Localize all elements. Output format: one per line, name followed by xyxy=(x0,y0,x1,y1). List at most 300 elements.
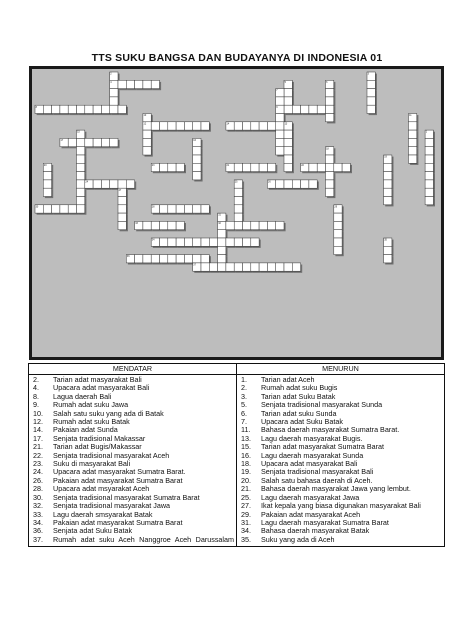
crossword-cell[interactable] xyxy=(251,238,259,246)
crossword-cell[interactable] xyxy=(193,147,201,155)
crossword-cell[interactable] xyxy=(276,97,284,105)
cell-number: 25 xyxy=(234,180,238,184)
crossword-cell[interactable] xyxy=(384,246,392,254)
crossword-cell[interactable] xyxy=(409,147,417,155)
crossword-cell[interactable] xyxy=(234,205,242,213)
across-clue-number: 17. xyxy=(33,433,43,443)
cell-number: 1 xyxy=(425,130,428,134)
crossword-cell[interactable] xyxy=(151,122,159,130)
crossword-cell[interactable] xyxy=(292,263,300,271)
crossword-cell[interactable] xyxy=(160,238,168,246)
crossword-cell[interactable] xyxy=(425,172,433,180)
crossword-cell[interactable] xyxy=(326,105,334,113)
crossword-cell[interactable] xyxy=(284,105,292,113)
down-clue-text: Lagu daerah masyarakat Jawa xyxy=(261,492,360,502)
crossword-cell[interactable] xyxy=(267,122,275,130)
down-clue-text: Lagu daerah masyarakat Bugis. xyxy=(261,433,363,443)
cell-number: 27 xyxy=(118,188,122,192)
crossword-cell[interactable] xyxy=(218,246,226,254)
down-clue-number: 31. xyxy=(241,517,251,527)
down-clue-text: Ikat kepala yang biasa digunakan masyarakat Bali xyxy=(261,501,421,511)
crossword-cell[interactable] xyxy=(243,221,251,229)
crossword-cell[interactable] xyxy=(101,138,109,146)
crossword-cell[interactable] xyxy=(209,263,217,271)
across-clue-text: Pakaian adat masyarakat Sumatra Barat xyxy=(53,517,183,527)
across-clue-number: 26. xyxy=(33,475,43,485)
crossword-cell[interactable] xyxy=(276,263,284,271)
cell-number: 9 xyxy=(276,105,278,109)
across-clue-text: Pakaian adat Sunda xyxy=(53,425,118,435)
crossword-cell[interactable] xyxy=(259,221,267,229)
across-clue-number: 28. xyxy=(33,484,43,494)
crossword-cell[interactable] xyxy=(276,130,284,138)
crossword-cell[interactable] xyxy=(251,263,259,271)
crossword-cell[interactable] xyxy=(251,221,259,229)
down-clue-text: Tarian adat Suku Batak xyxy=(261,391,336,401)
down-clue-text: Salah satu bahasa daerah di Aceh. xyxy=(261,475,373,485)
crossword-cell[interactable] xyxy=(126,80,134,88)
crossword-cell[interactable] xyxy=(326,172,334,180)
crossword-cell[interactable] xyxy=(118,205,126,213)
down-clue-text: Bahasa daerah masyarakat Sumatra Barat. xyxy=(261,425,400,435)
crossword-cell[interactable] xyxy=(301,180,309,188)
crossword-cell[interactable] xyxy=(276,180,284,188)
crossword-cell[interactable] xyxy=(218,263,226,271)
crossword-cell[interactable] xyxy=(77,147,85,155)
crossword-cell[interactable] xyxy=(284,163,292,171)
crossword-cell[interactable] xyxy=(193,238,201,246)
crossword-cell[interactable] xyxy=(326,114,334,122)
across-clue-text: Suku di masyarakat Bali xyxy=(53,459,131,469)
crossword-cell[interactable] xyxy=(193,122,201,130)
crossword-cell[interactable] xyxy=(77,172,85,180)
crossword-cell[interactable] xyxy=(342,163,350,171)
cell-number: 8 xyxy=(35,105,37,109)
crossword-cell[interactable] xyxy=(251,122,259,130)
down-clue-text: Upacara adat masyarakat Bali xyxy=(261,459,358,469)
crossword-cell[interactable] xyxy=(201,122,209,130)
crossword-cell[interactable] xyxy=(160,255,168,263)
crossword-cell[interactable] xyxy=(334,230,342,238)
down-clue-number: 3. xyxy=(241,391,247,401)
crossword-cell[interactable] xyxy=(176,255,184,263)
down-clue-number: 16. xyxy=(241,450,251,460)
across-clue-text: Upacara adat msyarakat Aceh xyxy=(53,484,150,494)
crossword-cell[interactable] xyxy=(101,105,109,113)
crossword-cell[interactable] xyxy=(184,255,192,263)
crossword-cell[interactable] xyxy=(259,263,267,271)
crossword-cell[interactable] xyxy=(93,105,101,113)
crossword-cell[interactable] xyxy=(234,263,242,271)
crossword-cell[interactable] xyxy=(93,180,101,188)
across-clue-text: Lagua daerah Bali xyxy=(53,391,112,401)
crossword-cell[interactable] xyxy=(384,163,392,171)
across-clue-text: Upacara adat masyarakat Sumatra Barat. xyxy=(53,467,186,477)
crossword-cell[interactable] xyxy=(226,221,234,229)
crossword-cell[interactable] xyxy=(77,138,85,146)
crossword-cell[interactable] xyxy=(259,122,267,130)
crossword-cell[interactable] xyxy=(168,238,176,246)
crossword-cell[interactable] xyxy=(218,255,226,263)
across-clue-text: Tarian adat masyarakat Bali xyxy=(53,375,142,384)
crossword-cell[interactable] xyxy=(143,130,151,138)
crossword-cell[interactable] xyxy=(276,138,284,146)
across-clue-text: Senjata tradisional masyarakat Sumatra Barat xyxy=(53,492,200,502)
down-clue-text: Pakaian adat masyarakat Aceh xyxy=(261,509,361,519)
cell-number: 14 xyxy=(226,122,230,126)
crossword-cell[interactable] xyxy=(334,163,342,171)
crossword-cell[interactable] xyxy=(384,188,392,196)
crossword-cell[interactable] xyxy=(118,197,126,205)
crossword-cell[interactable] xyxy=(160,221,168,229)
crossword-cell[interactable] xyxy=(193,155,201,163)
crossword-cell[interactable] xyxy=(193,255,201,263)
crossword-cell[interactable] xyxy=(334,213,342,221)
crossword-cell[interactable] xyxy=(77,180,85,188)
crossword-cell[interactable] xyxy=(60,205,68,213)
across-clue-text: Pakaian adat masyarakat Sumatra Barat xyxy=(53,475,183,485)
crossword-cell[interactable] xyxy=(226,263,234,271)
crossword-cell[interactable] xyxy=(110,89,118,97)
across-clue-number: 21. xyxy=(33,442,43,452)
crossword-cell[interactable] xyxy=(168,122,176,130)
down-clue-number: 34. xyxy=(241,526,251,536)
cell-number: 16 xyxy=(193,139,196,142)
crossword-cell[interactable] xyxy=(135,255,143,263)
down-clue-number: 5. xyxy=(241,400,247,410)
down-clue-number: 29. xyxy=(241,509,251,519)
crossword-cell[interactable] xyxy=(409,138,417,146)
across-clue-list xyxy=(29,375,237,547)
down-clue-number: 2. xyxy=(241,383,247,393)
crossword-cell[interactable] xyxy=(226,238,234,246)
crossword-cell[interactable] xyxy=(409,130,417,138)
cell-number: 3 xyxy=(367,72,369,76)
across-clue-text: Rumah adat suku Batak xyxy=(53,417,130,427)
crossword-cell[interactable] xyxy=(267,263,275,271)
cell-number: 28 xyxy=(151,205,155,209)
crossword-cell[interactable] xyxy=(52,105,60,113)
crossword-cell[interactable] xyxy=(284,89,292,97)
crossword-cell[interactable] xyxy=(384,180,392,188)
crossword-cell[interactable] xyxy=(176,122,184,130)
down-clue-number: 27. xyxy=(241,501,251,511)
crossword-cell[interactable] xyxy=(43,188,51,196)
crossword-cell[interactable] xyxy=(334,221,342,229)
crossword-cell[interactable] xyxy=(425,180,433,188)
crossword-cell[interactable] xyxy=(425,163,433,171)
cell-number: 15 xyxy=(77,130,80,134)
cell-number: 29 xyxy=(334,205,338,209)
crossword-cell[interactable] xyxy=(77,155,85,163)
cell-number: 19 xyxy=(384,155,387,159)
crossword-cell[interactable] xyxy=(43,205,51,213)
crossword-cell[interactable] xyxy=(60,105,68,113)
crossword-cell[interactable] xyxy=(267,163,275,171)
crossword-cell[interactable] xyxy=(135,80,143,88)
across-clue-number: 30. xyxy=(33,492,43,502)
across-clue-number: 10. xyxy=(33,408,43,418)
crossword-cell[interactable] xyxy=(52,205,60,213)
cell-number: 2 xyxy=(110,72,112,76)
crossword-cell[interactable] xyxy=(326,97,334,105)
crossword-cell[interactable] xyxy=(309,180,317,188)
across-clue-number: 37. xyxy=(33,534,43,544)
cell-number: 17 xyxy=(60,139,64,142)
crossword-cell[interactable] xyxy=(334,238,342,246)
crossword-cell[interactable] xyxy=(301,105,309,113)
crossword-cell[interactable] xyxy=(243,163,251,171)
crossword-cell[interactable] xyxy=(43,172,51,180)
crossword-cell[interactable] xyxy=(160,205,168,213)
crossword-cell[interactable] xyxy=(160,163,168,171)
crossword-cell[interactable] xyxy=(151,255,159,263)
crossword-cell[interactable] xyxy=(234,197,242,205)
crossword-cell[interactable] xyxy=(234,163,242,171)
crossword-cell[interactable] xyxy=(218,230,226,238)
crossword-cells xyxy=(32,69,441,357)
crossword-cell[interactable] xyxy=(201,205,209,213)
crossword-cell[interactable] xyxy=(143,255,151,263)
crossword-cell[interactable] xyxy=(367,105,375,113)
crossword-cell[interactable] xyxy=(143,80,151,88)
crossword-cell[interactable] xyxy=(384,197,392,205)
down-clue-text: Senjata tradisional masyarakat Bali xyxy=(261,467,374,477)
cell-number: 23 xyxy=(151,163,155,167)
crossword-cell[interactable] xyxy=(292,180,300,188)
crossword-cell[interactable] xyxy=(243,122,251,130)
down-clue-number: 18. xyxy=(241,459,251,469)
crossword-cell[interactable] xyxy=(193,172,201,180)
crossword-cell[interactable] xyxy=(126,180,134,188)
crossword-cell[interactable] xyxy=(367,89,375,97)
crossword-cell[interactable] xyxy=(118,80,126,88)
crossword-cell[interactable] xyxy=(284,180,292,188)
crossword-cell[interactable] xyxy=(85,138,93,146)
crossword-cell[interactable] xyxy=(151,80,159,88)
crossword-cell[interactable] xyxy=(143,221,151,229)
crossword-cell[interactable] xyxy=(68,138,76,146)
crossword-cell[interactable] xyxy=(77,197,85,205)
cell-number: 21 xyxy=(226,163,230,167)
crossword-cell[interactable] xyxy=(176,221,184,229)
crossword-cell[interactable] xyxy=(309,105,317,113)
crossword-cell[interactable] xyxy=(68,105,76,113)
crossword-cell[interactable] xyxy=(77,205,85,213)
across-clue-text: Salah satu suku yang ada di Batak xyxy=(53,408,164,418)
crossword-cell[interactable] xyxy=(184,205,192,213)
cell-number: 35 xyxy=(384,238,387,242)
crossword-cell[interactable] xyxy=(425,147,433,155)
crossword-cell[interactable] xyxy=(43,180,51,188)
crossword-cell[interactable] xyxy=(168,255,176,263)
cell-number: 24 xyxy=(85,180,89,184)
cell-number: 4 xyxy=(110,80,112,84)
down-clue-number: 6. xyxy=(241,408,247,418)
crossword-cell[interactable] xyxy=(276,147,284,155)
crossword-cell[interactable] xyxy=(276,221,284,229)
cell-number: 22 xyxy=(301,163,304,167)
crossword-cell[interactable] xyxy=(425,138,433,146)
crossword-cell[interactable] xyxy=(409,155,417,163)
crossword-cell[interactable] xyxy=(326,89,334,97)
crossword-cell[interactable] xyxy=(334,246,342,254)
crossword-cell[interactable] xyxy=(425,197,433,205)
clue-table xyxy=(28,363,445,547)
crossword-cell[interactable] xyxy=(425,155,433,163)
cell-number: 10 xyxy=(143,114,147,118)
down-clue-text: Tarian adat suku Sunda xyxy=(261,408,337,418)
crossword-cell[interactable] xyxy=(326,155,334,163)
crossword-cell[interactable] xyxy=(284,263,292,271)
crossword-cell[interactable] xyxy=(234,238,242,246)
down-clue-text: Rumah adat suku Bugis xyxy=(261,383,338,393)
across-clue-number: 9. xyxy=(33,400,39,410)
crossword-cell[interactable] xyxy=(168,205,176,213)
cell-number: 36 xyxy=(126,255,130,259)
crossword-cell[interactable] xyxy=(317,163,325,171)
crossword-cell[interactable] xyxy=(284,130,292,138)
cell-number: 33 xyxy=(135,222,138,225)
across-clue-number: 4. xyxy=(33,383,39,393)
down-clue-number: 13. xyxy=(241,433,251,443)
crossword-cell[interactable] xyxy=(251,163,259,171)
down-clue-number: 21. xyxy=(241,484,251,494)
across-clue-number: 22. xyxy=(33,450,43,460)
crossword-cell[interactable] xyxy=(209,238,217,246)
down-clue-text: Suku yang ada di Aceh xyxy=(261,534,335,544)
crossword-cell[interactable] xyxy=(85,105,93,113)
crossword-cell[interactable] xyxy=(234,221,242,229)
crossword-cell[interactable] xyxy=(259,163,267,171)
down-clue-number: 7. xyxy=(241,417,247,427)
crossword-cell[interactable] xyxy=(384,172,392,180)
crossword-cell[interactable] xyxy=(292,105,300,113)
cell-number: 26 xyxy=(268,180,271,184)
crossword-cell[interactable] xyxy=(425,188,433,196)
crossword-cell[interactable] xyxy=(77,105,85,113)
crossword-cell[interactable] xyxy=(151,221,159,229)
across-clue-text: Senjata adat Suku Batak xyxy=(53,526,133,536)
across-clue-text: Senjata tradisional masyarakat Aceh xyxy=(53,450,170,460)
across-clue-text: Tarian adat Bugis/Makassar xyxy=(53,442,142,452)
cell-number: 31 xyxy=(218,213,221,217)
crossword-cell[interactable] xyxy=(176,163,184,171)
crossword-cell[interactable] xyxy=(118,213,126,221)
across-clue-text: Senjata tradisional Makassar xyxy=(53,433,146,443)
crossword-cell[interactable] xyxy=(168,221,176,229)
crossword-cell[interactable] xyxy=(143,138,151,146)
crossword-cell[interactable] xyxy=(43,105,51,113)
crossword-cell[interactable] xyxy=(201,263,209,271)
cell-number: 37 xyxy=(193,263,196,267)
crossword-cell[interactable] xyxy=(367,80,375,88)
crossword-cell[interactable] xyxy=(276,122,284,130)
down-clue-number: 20. xyxy=(241,475,251,485)
across-clue-text: Upacara adat masyarakat Bali xyxy=(53,383,150,393)
crossword-cell[interactable] xyxy=(284,155,292,163)
crossword-cell[interactable] xyxy=(243,263,251,271)
crossword-cell[interactable] xyxy=(118,221,126,229)
down-clue-number: 35. xyxy=(241,534,251,544)
crossword-cell[interactable] xyxy=(326,180,334,188)
crossword-cell[interactable] xyxy=(118,105,126,113)
crossword-cell[interactable] xyxy=(93,138,101,146)
across-header: MENDATAR xyxy=(29,364,237,375)
crossword-cell[interactable] xyxy=(77,188,85,196)
across-clue-number: 2. xyxy=(33,375,39,384)
crossword-cell[interactable] xyxy=(184,122,192,130)
crossword-cell[interactable] xyxy=(176,205,184,213)
crossword-cell[interactable] xyxy=(110,97,118,105)
crossword-cell[interactable] xyxy=(118,180,126,188)
crossword-cell[interactable] xyxy=(201,255,209,263)
crossword-cell[interactable] xyxy=(317,105,325,113)
cell-number: 30 xyxy=(35,205,39,209)
crossword-cell[interactable] xyxy=(367,97,375,105)
crossword-cell[interactable] xyxy=(201,238,209,246)
down-clue-list xyxy=(237,375,445,547)
down-clue-text: Lagu daerah masyarakat Sumatra Barat xyxy=(261,517,389,527)
crossword-cell[interactable] xyxy=(193,205,201,213)
crossword-cell[interactable] xyxy=(77,163,85,171)
across-clue-number: 8. xyxy=(33,391,39,401)
crossword-cell[interactable] xyxy=(68,205,76,213)
crossword-cell[interactable] xyxy=(110,138,118,146)
cell-number: 20 xyxy=(43,163,47,167)
crossword-cell[interactable] xyxy=(143,147,151,155)
crossword-cell[interactable] xyxy=(276,114,284,122)
crossword-cell[interactable] xyxy=(409,122,417,130)
crossword-cell[interactable] xyxy=(267,221,275,229)
crossword-cell[interactable] xyxy=(243,238,251,246)
crossword-grid xyxy=(29,66,444,360)
cell-number: 6 xyxy=(326,80,328,84)
down-clue-number: 25. xyxy=(241,492,251,502)
across-clue-number: 24. xyxy=(33,467,43,477)
down-clue-text: Tarian adat Aceh xyxy=(261,375,315,384)
crossword-cell[interactable] xyxy=(193,163,201,171)
crossword-cell[interactable] xyxy=(309,163,317,171)
down-clue-text: Bahasa daerah masyarakat Jawa yang lembut. xyxy=(261,484,411,494)
across-clue-text: Rumah adat suku Aceh Nanggroe Aceh Darussalam xyxy=(53,534,234,544)
across-clue-number: 36. xyxy=(33,526,43,536)
crossword-cell[interactable] xyxy=(326,163,334,171)
crossword-cell[interactable] xyxy=(110,180,118,188)
crossword-cell[interactable] xyxy=(384,255,392,263)
cell-number: 11 xyxy=(409,114,412,118)
crossword-cell[interactable] xyxy=(284,97,292,105)
crossword-cell[interactable] xyxy=(168,163,176,171)
down-clue-text: Tarian adat masyarakat Sumatra Barat xyxy=(261,442,385,452)
crossword-cell[interactable] xyxy=(176,238,184,246)
crossword-cell[interactable] xyxy=(160,122,168,130)
across-clue-number: 34. xyxy=(33,517,43,527)
across-clue-number: 23. xyxy=(33,459,43,469)
down-clue-text: Senjata tradisional masyarakat Sunda xyxy=(261,400,383,410)
crossword-cell[interactable] xyxy=(326,188,334,196)
crossword-cell[interactable] xyxy=(234,188,242,196)
crossword-cell[interactable] xyxy=(234,213,242,221)
crossword-cell[interactable] xyxy=(218,238,226,246)
crossword-cell[interactable] xyxy=(284,138,292,146)
down-clue-number: 19. xyxy=(241,467,251,477)
crossword-cell[interactable] xyxy=(184,238,192,246)
crossword-cell[interactable] xyxy=(101,180,109,188)
crossword-cell[interactable] xyxy=(284,147,292,155)
crossword-cell[interactable] xyxy=(234,122,242,130)
crossword-cell[interactable] xyxy=(110,105,118,113)
